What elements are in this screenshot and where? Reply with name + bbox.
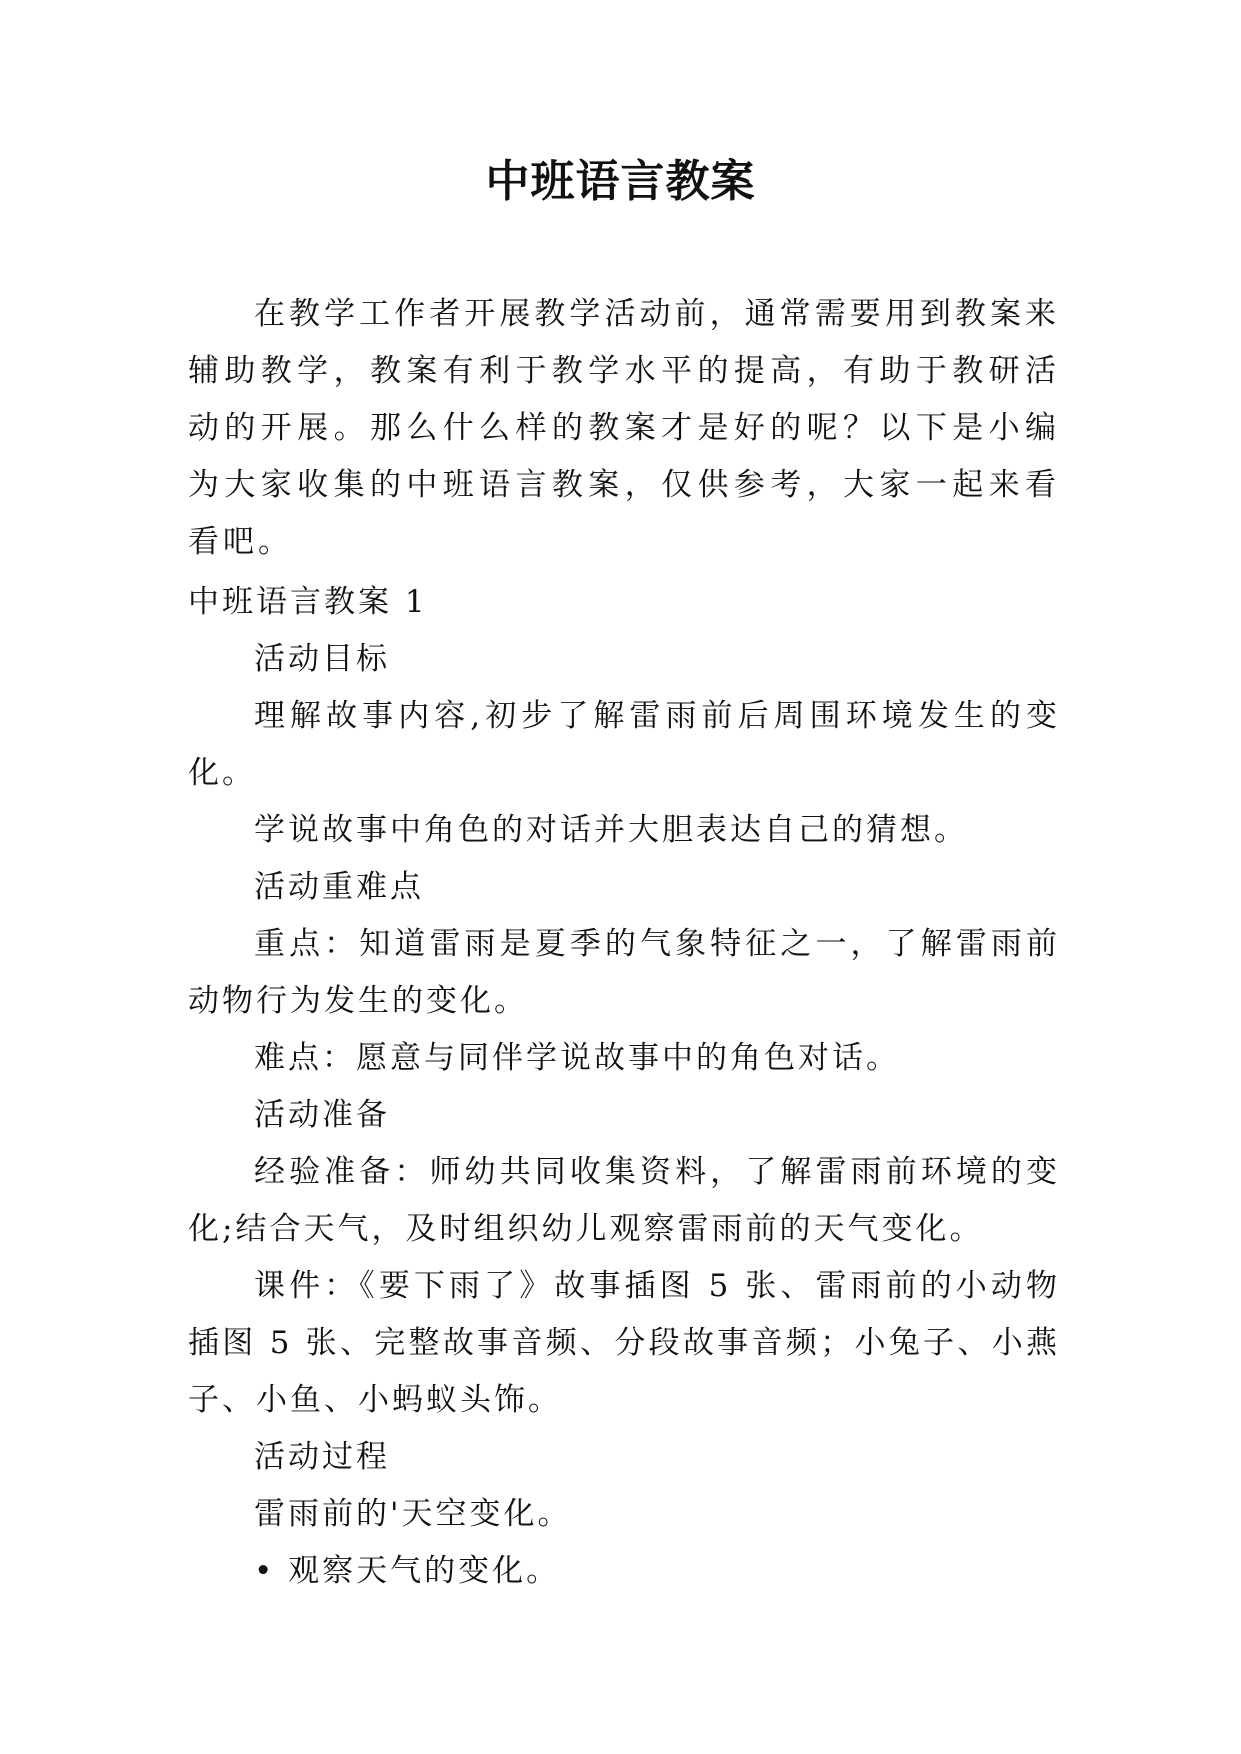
page-title: 中班语言教案 [485, 156, 756, 207]
section-heading: 中班语言教案 1 [188, 584, 428, 620]
intro-paragraph: 在教学工作者开展教学活动前，通常需要用到教案来辅助教学，教案有利于教学水平的提高，有助于教研活动的开展。那么什么样的教案才是好的呢？以下是小编为大家收集的中班语言教案，仅供参考，大家一起来看看吧。 [188, 296, 1060, 560]
paragraph: 理解故事内容,初步了解雷雨前后周围环境发生的变化。 [188, 698, 1060, 791]
document-body [188, 574, 1060, 1600]
subheading-key-points: 活动重难点 [254, 869, 424, 905]
paragraph: 雷雨前的'天空变化。 [254, 1496, 572, 1532]
paragraph: 学说故事中角色的对话并大胆表达自己的猜想。 [254, 812, 968, 848]
paragraph: 重点：知道雷雨是夏季的气象特征之一，了解雷雨前动物行为发生的变化。 [188, 926, 1060, 1019]
paragraph: 难点：愿意与同伴学说故事中的角色对话。 [254, 1040, 900, 1076]
paragraph: 课件：《要下雨了》故事插图 5 张、雷雨前的小动物插图 5 张、完整故事音频、分段故事音频；小兔子、小燕子、小鱼、小蚂蚁头饰。 [188, 1268, 1060, 1418]
subheading-activity-goal: 活动目标 [254, 641, 390, 677]
subheading-preparation: 活动准备 [254, 1097, 390, 1133]
paragraph: 经验准备：师幼共同收集资料，了解雷雨前环境的变化;结合天气，及时组织幼儿观察雷雨前的天气变化。 [188, 1154, 1060, 1247]
bullet-item: • 观察天气的变化。 [254, 1553, 561, 1589]
subheading-process: 活动过程 [254, 1439, 390, 1475]
